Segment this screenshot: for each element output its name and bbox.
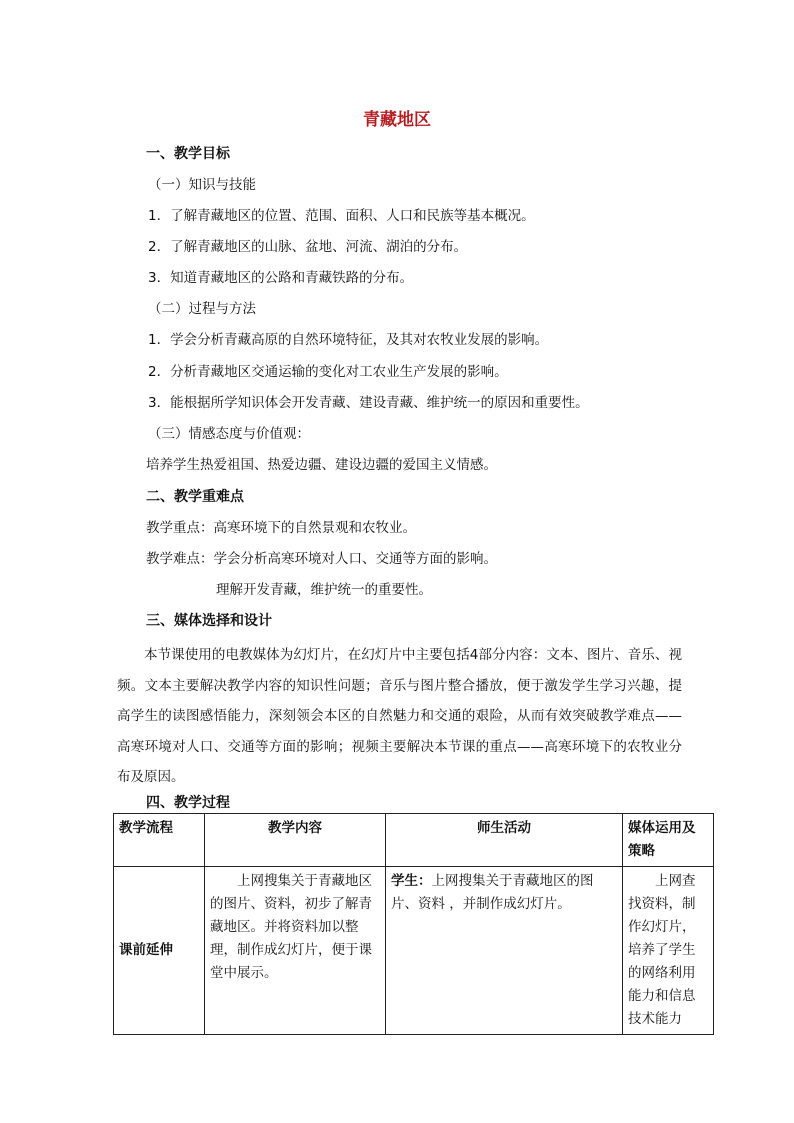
activity-text: 上网搜集关于青藏地区的图片、资料 ，并制作成幻灯片。: [391, 873, 594, 912]
difficult-point-continued: 理解开发青藏，维护统一的重要性。: [216, 582, 432, 598]
subheading-process: （二）过程与方法: [148, 301, 256, 317]
table-header-cell: 教学流程: [114, 814, 205, 867]
subheading-attitude: （三）情感态度与价值观：: [148, 426, 310, 442]
table-header-cell: 教学内容: [205, 814, 386, 867]
section-heading-key-points: 二、教学重难点: [146, 489, 244, 505]
document-title: 青藏地区: [363, 110, 431, 130]
activity-role-label: 学生：: [391, 873, 432, 889]
knowledge-item: 1．了解青藏地区的位置、范围、面积、人口和民族等基本概况。: [148, 208, 535, 224]
difficult-point: 教学难点：学会分析高寒环境对人口、交通等方面的影响。: [146, 551, 497, 567]
table-row: [114, 867, 714, 1035]
key-point: 教学重点：高寒环境下的自然景观和农牧业。: [146, 520, 416, 536]
table-header-cell: 师生活动: [386, 814, 623, 867]
teaching-process-table: [113, 813, 714, 1035]
table-cell-stage: 课前延伸: [114, 867, 205, 1035]
knowledge-item: 2．了解青藏地区的山脉、盆地、河流、湖泊的分布。: [148, 239, 468, 255]
section-heading-procedure: 四、教学过程: [146, 795, 230, 811]
table-header-cell: 媒体运用及策略: [623, 814, 714, 867]
knowledge-item: 3．知道青藏地区的公路和青藏铁路的分布。: [148, 270, 414, 286]
media-paragraph: 本节课使用的电教媒体为幻灯片，在幻灯片中主要包括4部分内容：文本、图片、音乐、视频。文本主要解决教学内容的知识性问题；音乐与图片整合播放，便于激发学生学习兴趣，提高学生的读图感悟能力，深刻领会本区的自然魅力和交通的艰险，从而有效突破教学难点——高寒环境对人口、交通等方面的影响；视频主要解决本节课的重点——高寒环境下的农牧业分布及原因。: [117, 647, 682, 785]
table-cell-content: 上网搜集关于青藏地区的图片、资料，初步了解青藏地区。并将资料加以整理，制作成幻灯片，便于课堂中展示。: [205, 867, 386, 1035]
process-item: 3．能根据所学知识体会开发青藏、建设青藏、维护统一的原因和重要性。: [148, 395, 589, 411]
section-heading-goals: 一、教学目标: [146, 146, 230, 162]
process-item: 1．学会分析青藏高原的自然环境特征，及其对农牧业发展的影响。: [148, 332, 549, 348]
subheading-knowledge: （一）知识与技能: [148, 177, 256, 193]
section-heading-media: 三、媒体选择和设计: [146, 613, 272, 629]
attitude-text: 培养学生热爱祖国、热爱边疆、建设边疆的爱国主义情感。: [146, 457, 497, 473]
process-item: 2．分析青藏地区交通运输的变化对工农业生产发展的影响。: [148, 364, 508, 380]
table-header-row: [114, 814, 714, 867]
table-cell-media: 上网查找资料，制作幻灯片，培养了学生的网络利用能力和信息技术能力: [623, 867, 714, 1035]
table-cell-activity: [386, 867, 623, 1035]
